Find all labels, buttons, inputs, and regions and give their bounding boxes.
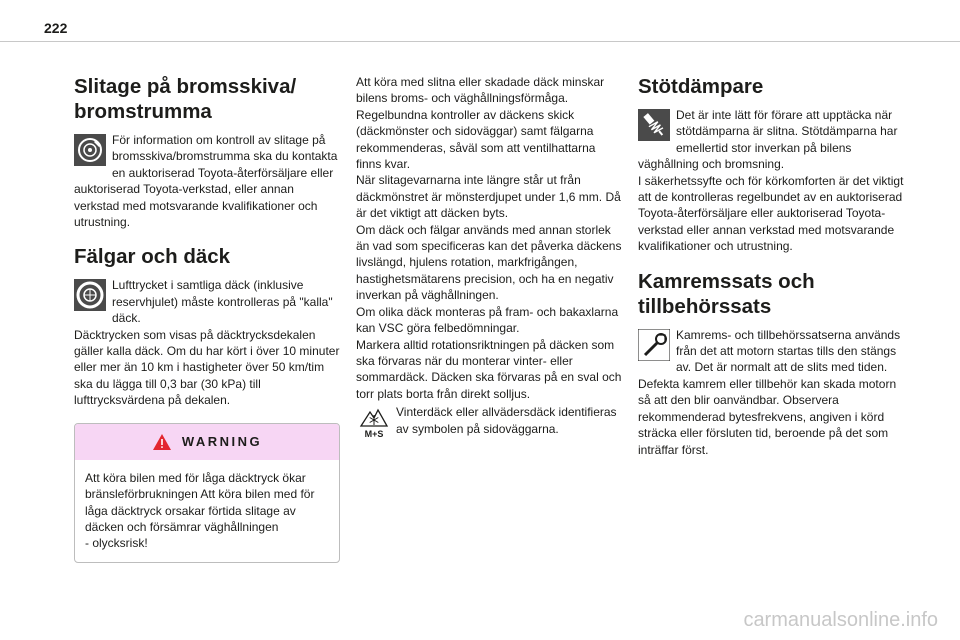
section-title-shock-absorbers: Stötdämpare [638,75,764,98]
page-number: 222 [44,20,68,36]
page-header [0,0,960,40]
winter-tire-paragraph [356,404,622,440]
warning-title: WARNING [181,434,263,450]
timing-belt-icon [638,329,670,361]
tire-icon [74,279,106,311]
winter-tire-text: Vinterdäck eller allvädersdäck identifieras av symbolen på sidoväggarna. [396,405,617,436]
header-divider [0,41,960,42]
section-title-wheels-tires: Fälgar och däck [74,245,231,269]
shock-absorber-icon [638,109,670,141]
column-left [74,74,340,563]
column-middle [356,74,622,440]
brake-wear-text: För information om kontroll av slitage på bromsskiva/bromstrumma ska du kontakta en auktoriserad Toyota-återförsäljare eller auktoriserad Toyota-verkstad, eller annan verkstad med motsvarande kvalifikationer och utrustning. [74,133,338,230]
timing-belt-text: Kamrems- och tillbehörssatserna används från det att motorn startas tills den stängs av. Det är normalt att de slits med tiden. Defekta kamrem eller tillbehör kan skada motorn så att den blir oanvändbar. Observera rekommenderad bytesfrekvens, angiven i körd sträcka eller försluten tid, beroende på det som inträffar först. [638,327,901,457]
timing-belt-paragraph [638,327,908,458]
wheels-tires-text: Lufttrycket i samtliga däck (inklusive reservhjulet) måste kontrolleras på "kalla" däck. Däcktrycken som visas på däcktrycksdekalen gäller kalla däck. Om du har kört i över 10 minuter eller mer än 10 km i hastigheter över 50 km/tim ska du lägga till 0,3 bar (30 kPa) till lufttrycksvärdena på dekalen. [74,278,340,408]
warning-header [75,424,339,460]
snowflake-mountain-icon [358,404,390,440]
column-right [638,74,908,458]
section-title-brake-wear: Slitage på bromsskiva/ bromstrumma [74,75,297,123]
tire-care-text: Att köra med slitna eller skadade däck minskar bilens broms- och väghållningsförmåga. Regelbundna kontroller av däckens skick (däckmönster och sidoväggar) samt fälgarna rekommenderas, såväl som att ventilhattarna finns kvar. När slitagevarnarna inte längre står ut från däckmönstret är mönsterdjupet under 1,6 mm. Då är det viktigt att däcken byts. Om däck och fälgar används med annan storlek än vad som specificeras kan det påverka däckens livslängd, hjulens rotation, markfrigången, hastighetsmätarens precision, och ha en negativ inverkan på väghållningen. Om olika däck monteras på fram- och bakaxlarna kan VSC göra felbedömningar. Markera alltid rotationsriktningen på däcken som ska förvaras när du monterar vinter- eller sommardäck. Däcken ska förvaras på en sval och torr plats borta från direkt solljus. [356,75,622,401]
mud-snow-label: M+S [364,429,384,440]
warning-box [74,423,340,563]
watermark: carmanualsonline.info [743,609,938,631]
brake-wear-paragraph [74,132,340,230]
brake-disc-icon [74,134,106,166]
shock-absorbers-text: Det är inte lätt för förare att upptäcka när stötdämparna är slitna. Stötdämparna har emellertid stor inverkan på bilens väghållning och bromsning. I säkerhetssyfte och för körkomforten är det viktigt att de kontrolleras regelbundet av en auktoriserad Toyota-återförsäljare eller auktoriserad Toyota-verkstad eller annan verkstad med motsvarande kvalifikationer och utrustning. [638,108,904,254]
wheels-tires-paragraph [74,277,340,408]
warning-text: Att köra bilen med för låga däcktryck ökar bränsleförbrukningen Att köra bilen med för låga däcktryck orsakar förtida slitage av däcken och försämrar väghållningen - olycksrisk! [85,470,315,551]
section-title-timing-belt: Kamremssats och tillbehörssats [638,269,815,318]
warning-triangle-icon [152,433,172,451]
warning-body [75,460,339,562]
shock-absorbers-paragraph [638,107,908,255]
